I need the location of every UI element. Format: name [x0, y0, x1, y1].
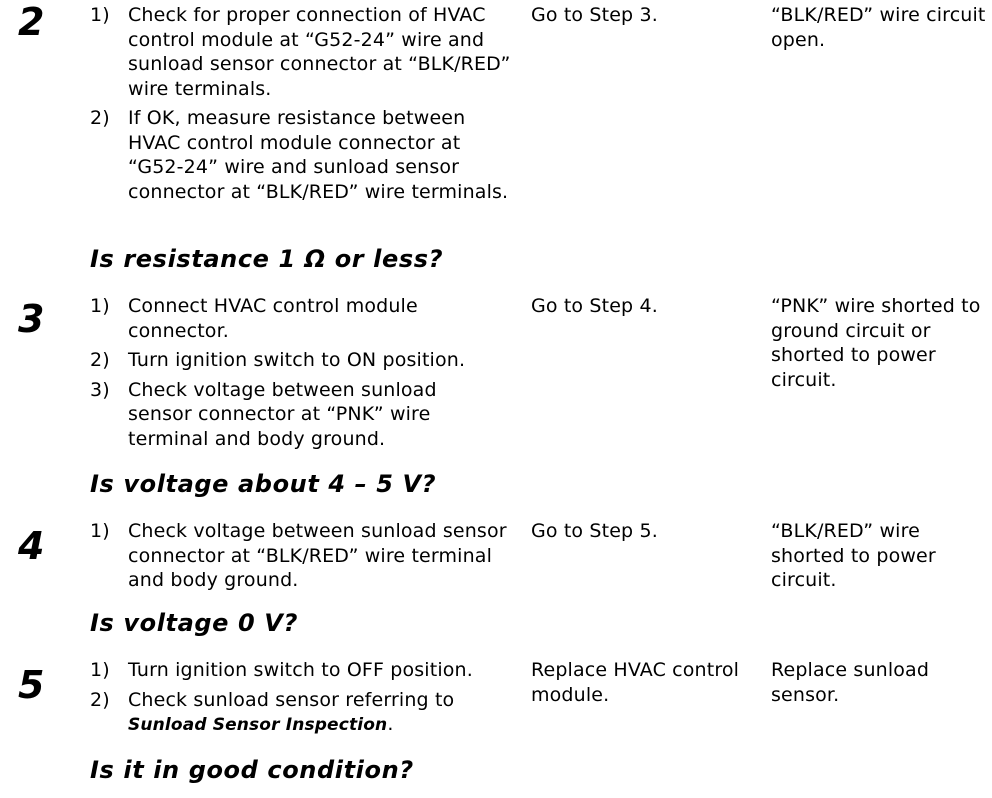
action-number: 1)	[90, 4, 110, 26]
action-number: 1)	[90, 659, 110, 681]
action-text: If OK, measure resistance between HVAC control module connector at “G52-24” wire and sunload sensor connector at “BLK/RED” wire terminals.	[128, 107, 509, 203]
action-number: 2)	[90, 688, 110, 711]
action-item	[90, 688, 515, 738]
action-item	[90, 658, 515, 683]
no-result: Replace sunload sensor.	[771, 659, 930, 706]
step-number: 2	[18, 0, 45, 44]
action-item	[90, 378, 515, 452]
action-number: 2)	[90, 107, 110, 129]
reference-suffix: .	[387, 713, 394, 735]
step-actions	[90, 3, 515, 209]
action-text: Check for proper connection of HVAC control module at “G52-24” wire and sunload sensor connector at “BLK/RED” wire terminals.	[128, 4, 511, 100]
step-question: Is voltage 0 V?	[90, 609, 298, 637]
step-number: 5	[18, 663, 45, 707]
action-item	[90, 294, 515, 343]
step-number: 4	[18, 524, 45, 568]
step-actions	[90, 519, 515, 598]
no-result: “PNK” wire shorted to ground circuit or shorted to power circuit.	[771, 295, 981, 391]
yes-result: Replace HVAC control module.	[531, 659, 740, 706]
action-item	[90, 348, 515, 373]
action-text: Check voltage between sunload sensor connector at “PNK” wire terminal and body ground.	[128, 378, 437, 450]
yes-result: Go to Step 3.	[531, 4, 658, 26]
yes-result: Go to Step 4.	[531, 295, 658, 317]
action-text: Check voltage between sunload sensor connector at “BLK/RED” wire terminal and body ground.	[128, 520, 507, 591]
step-question: Is voltage about 4 – 5 V?	[90, 470, 437, 498]
no-result: “BLK/RED” wire circuit open.	[771, 4, 986, 51]
action-text-wrapper	[128, 688, 515, 738]
step-question: Is resistance 1 Ω or less?	[90, 245, 444, 273]
action-item	[90, 519, 515, 593]
step-actions	[90, 294, 515, 456]
step-actions	[90, 658, 515, 743]
yes-result: Go to Step 5.	[531, 520, 658, 542]
action-number: 2)	[90, 349, 110, 371]
action-item	[90, 106, 515, 204]
action-text: Turn ignition switch to OFF position.	[128, 659, 473, 681]
action-text: Connect HVAC control module connector.	[128, 295, 418, 342]
action-item	[90, 3, 515, 101]
inspection-reference: Sunload Sensor Inspection	[128, 715, 388, 735]
action-text: Check sunload sensor referring to	[128, 688, 455, 711]
action-number: 3)	[90, 378, 110, 401]
action-number: 1)	[90, 295, 110, 317]
step-number: 3	[18, 297, 45, 341]
no-result: “BLK/RED” wire shorted to power circuit.	[771, 520, 936, 591]
step-question: Is it in good condition?	[90, 756, 414, 784]
action-number: 1)	[90, 520, 110, 542]
action-text: Turn ignition switch to ON position.	[128, 349, 466, 371]
